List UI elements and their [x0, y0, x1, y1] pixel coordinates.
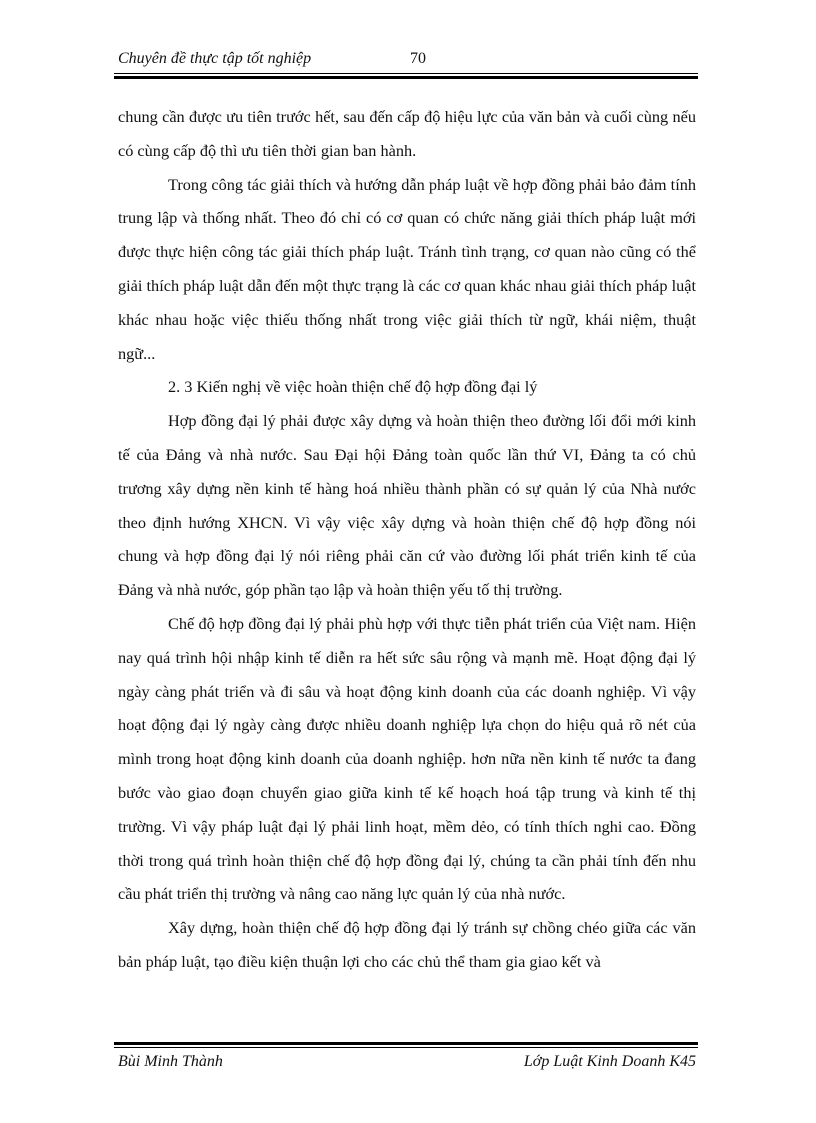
document-title: Chuyên đề thực tập tốt nghiệp [118, 50, 312, 67]
paragraph: Xây dựng, hoàn thiện chế độ hợp đồng đại lý tránh sự chồng chéo giữa các văn bản pháp luật, tạo điều kiện thuận lợi cho các chủ thể tham gia giao kết và [118, 918, 696, 971]
page-body [118, 100, 696, 979]
author-name: Bùi Minh Thành [118, 1053, 223, 1070]
page-footer [118, 1053, 696, 1075]
paragraph: Chế độ hợp đồng đại lý phải phù hợp với thực tiễn phát triển của Việt nam. Hiện nay quá trình hội nhập kinh tế diễn ra hết sức sâu rộng và mạnh mẽ. Hoạt động đại lý ngày càng phát triển và đi sâu và hoạt động kinh doanh của các doanh nghiệp. Vì vậy hoạt động đại lý ngày càng được nhiều doanh nghiệp lựa chọn do hiệu quả rõ nét của mình trong hoạt động kinh doanh của doanh nghiệp. hơn nữa nền kinh tế nước ta đang bước vào giao đoạn chuyển giao giữa kinh tế kế hoạch hoá tập trung và kinh tế thị trường. Vì vậy pháp luật đại lý phải linh hoạt, mềm dẻo, có tính thích nghi cao. Đồng thời trong quá trình hoàn thiện chế độ hợp đồng đại lý, chúng ta cần phải tính đến nhu cầu phát triển thị trường và nâng cao năng lực quản lý của nhà nước. [118, 613, 696, 904]
page-header [118, 50, 698, 72]
class-name: Lớp Luật Kinh Doanh K45 [523, 1053, 696, 1070]
paragraph: Hợp đồng đại lý phải được xây dựng và hoàn thiện theo đường lối đổi mới kinh tế của Đảng và nhà nước. Sau Đại hội Đảng toàn quốc lần thứ VI, Đảng ta có chủ trương xây dựng nền kinh tế hàng hoá nhiều thành phần có sự quản lý của Nhà nước theo định hướng XHCN. Vì vậy việc xây dựng và hoàn thiện chế độ hợp đồng nói chung và hợp đồng đại lý nói riêng phải căn cứ vào đường lối phát triển kinh tế của Đảng và nhà nước, góp phần tạo lập và hoàn thiện yếu tố thị trường. [118, 411, 696, 600]
footer-rule-thick [114, 1042, 698, 1045]
paragraph: chung cần được ưu tiên trước hết, sau đến cấp độ hiệu lực của văn bản và cuối cùng nếu có cùng cấp độ thì ưu tiên thời gian ban hành. [118, 107, 696, 160]
header-rule-thin [114, 73, 698, 74]
section-heading: 2. 3 Kiến nghị về việc hoàn thiện chế độ hợp đồng đại lý [168, 377, 538, 397]
header-rule-thick [114, 76, 698, 79]
page-number: 70 [410, 50, 426, 67]
footer-rule-thin [114, 1047, 698, 1048]
paragraph: Trong công tác giải thích và hướng dẫn pháp luật về hợp đồng phải bảo đảm tính trung lập và thống nhất. Theo đó chỉ có cơ quan có chức năng giải thích pháp luật mới được thực hiện công tác giải thích pháp luật. Tránh tình trạng, cơ quan nào cũng có thể giải thích pháp luật dẫn đến một thực trạng là các cơ quan khác nhau giải thích pháp luật khác nhau hoặc việc thiếu thống nhất trong việc giải thích từ ngữ, khái niệm, thuật ngữ... [118, 174, 696, 363]
